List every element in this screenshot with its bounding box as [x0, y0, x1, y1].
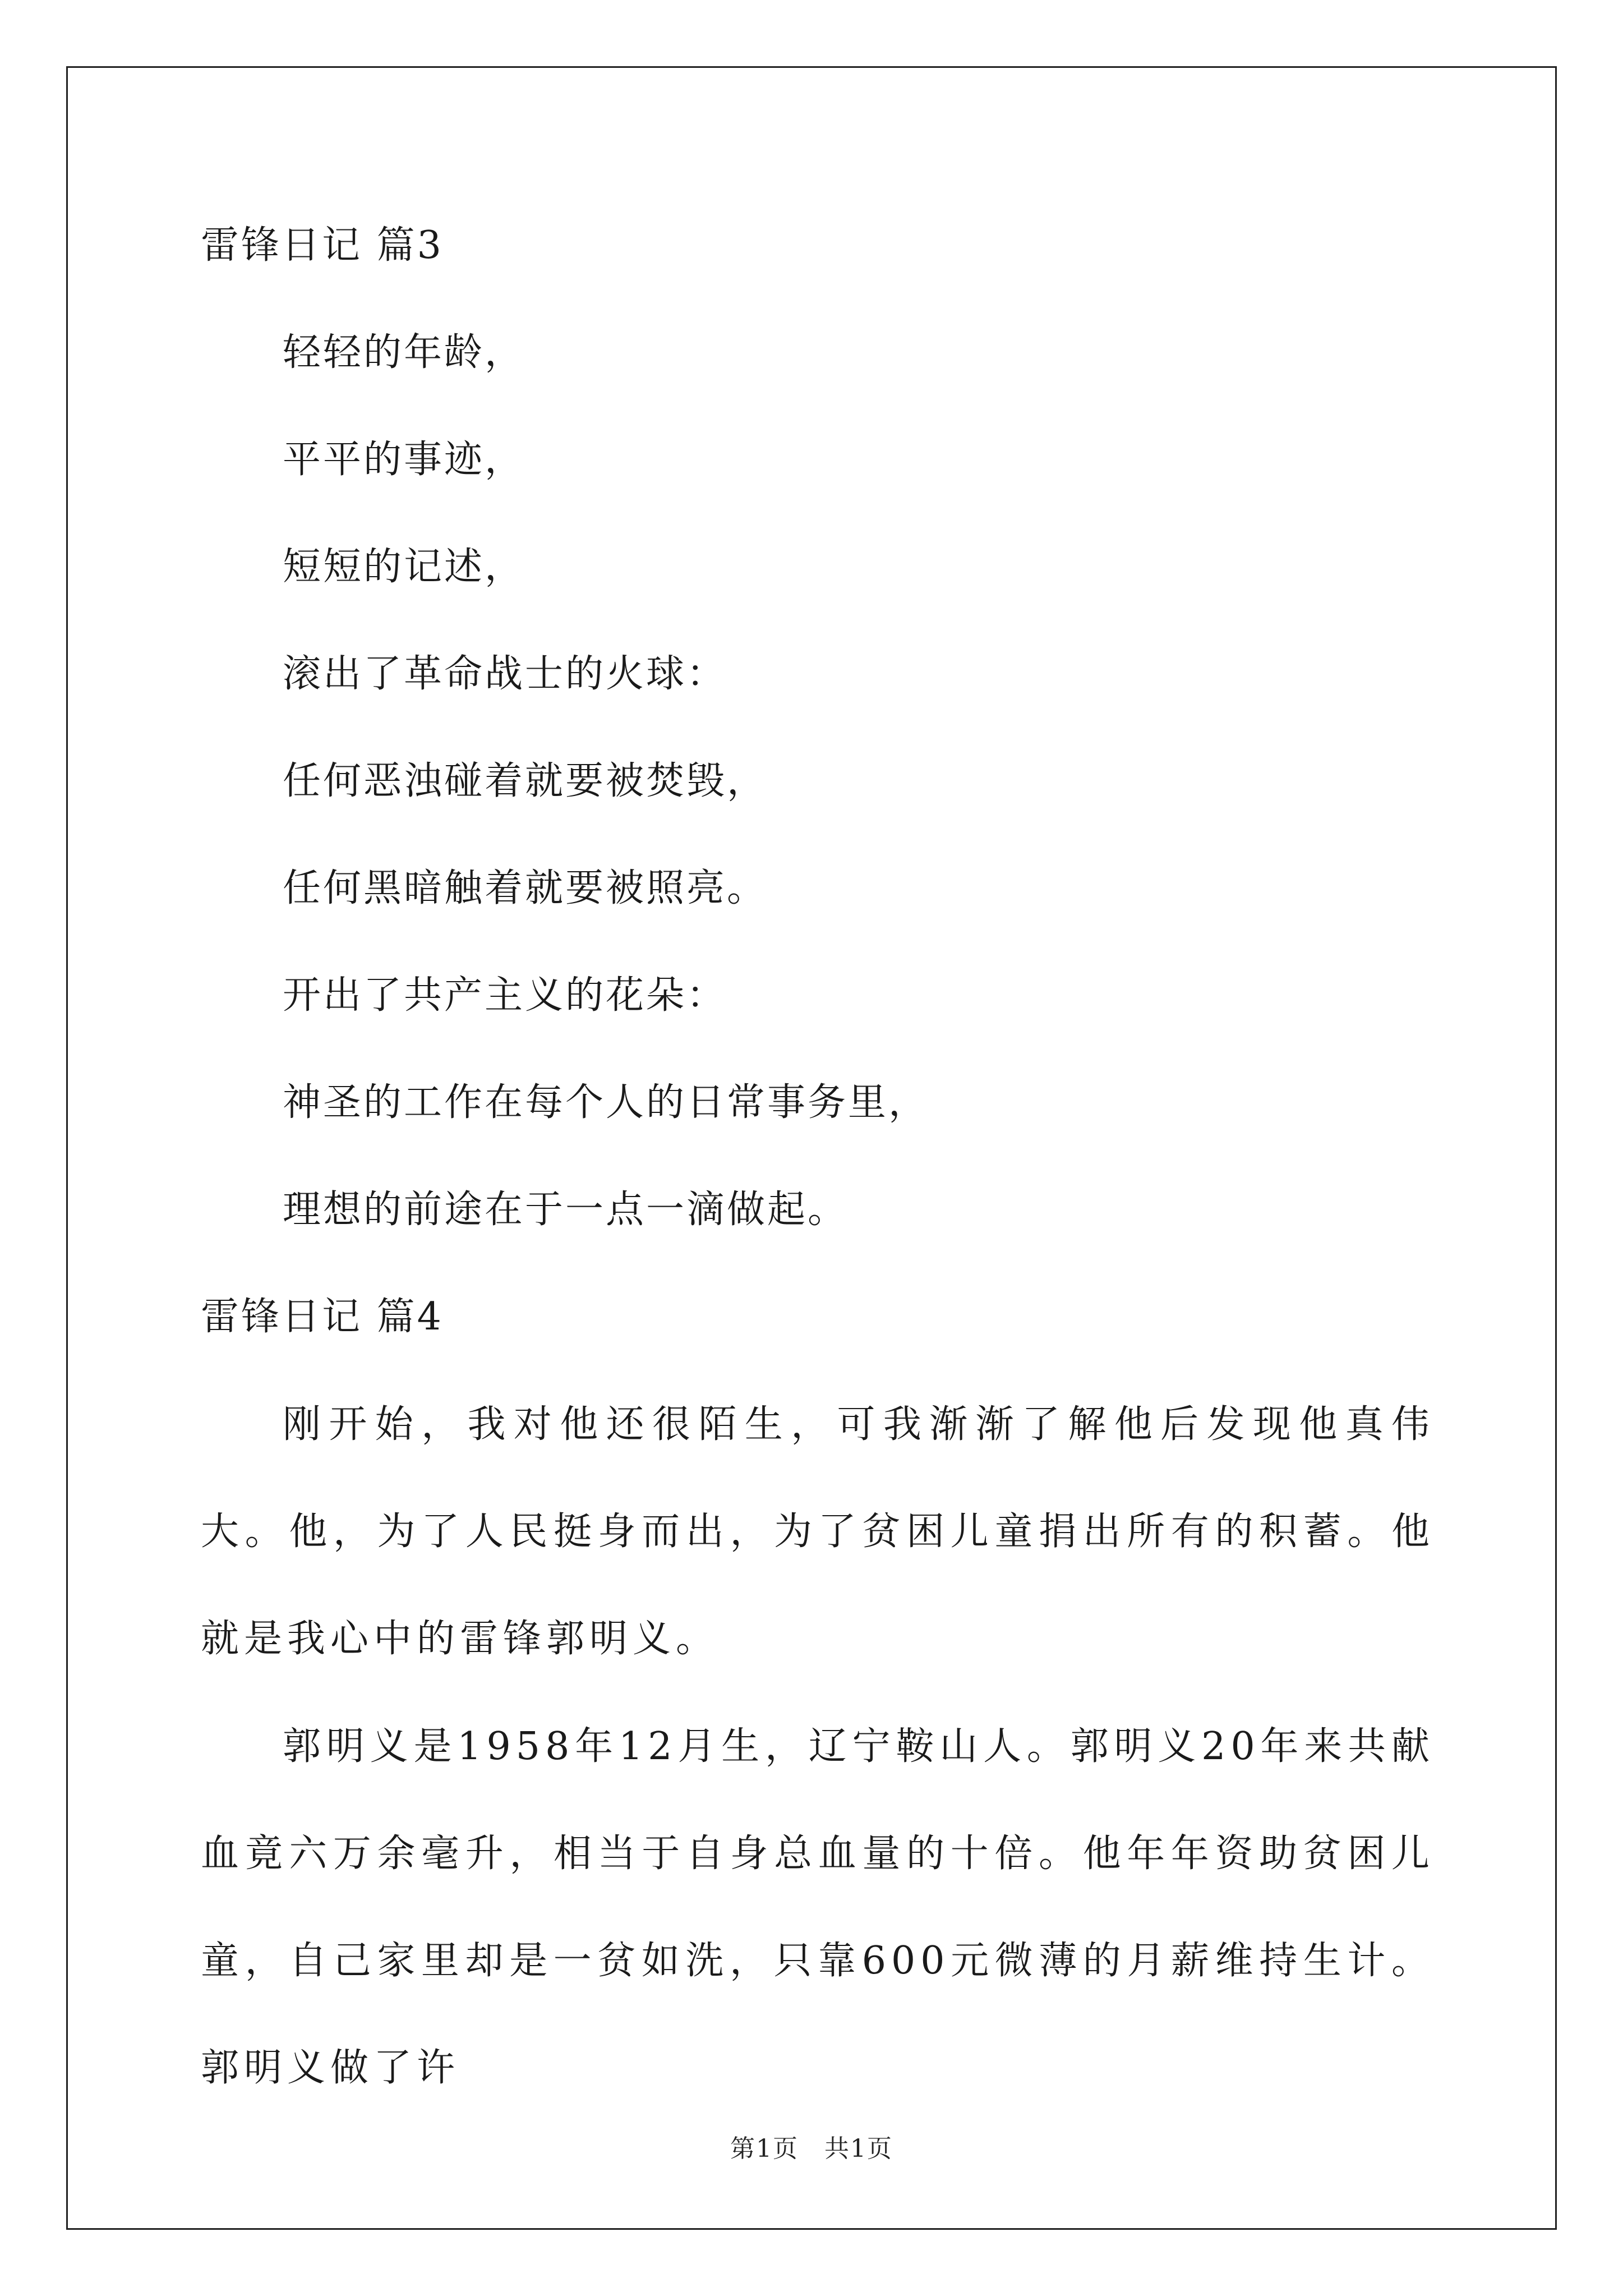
- poem-line: 神圣的工作在每个人的日常事务里，: [283, 1080, 929, 1125]
- poem-line: 开出了共产主义的花朵：: [283, 973, 727, 1018]
- paragraph: 郭明义是1958年12月生，辽宁鞍山人。郭明义20年来共献血竟六万余毫升，相当于自身总血量的十倍。他年年资助贫困儿童，自己家里却是一贫如洗，只靠600元微薄的月薪维持生计。郭明义做了许: [201, 1724, 1435, 2090]
- poem-line: 短短的记述，: [283, 545, 525, 589]
- page-footer: 第1页 共1页: [730, 2134, 893, 2163]
- poem-line: 轻轻的年龄，: [283, 330, 525, 375]
- poem-line: 任何黑暗触着就要被照亮。: [283, 866, 768, 910]
- section-heading-3: 雷锋日记 篇3: [201, 223, 444, 268]
- section-heading-4: 雷锋日记 篇4: [201, 1295, 444, 1339]
- paragraph: 刚开始，我对他还很陌生，可我渐渐了解他后发现他真伟大。他，为了人民挺身而出，为了贫困儿童捐出所有的积蓄。他就是我心中的雷锋郭明义。: [201, 1402, 1435, 1661]
- poem-line: 滚出了革命战士的火球：: [283, 652, 727, 696]
- poem-line: 平平的事迹，: [283, 438, 525, 482]
- document-body: [201, 219, 1435, 2148]
- poem-line: 任何恶浊碰着就要被焚毁，: [283, 759, 768, 803]
- poem-line: 理想的前途在于一点一滴做起。: [283, 1188, 849, 1232]
